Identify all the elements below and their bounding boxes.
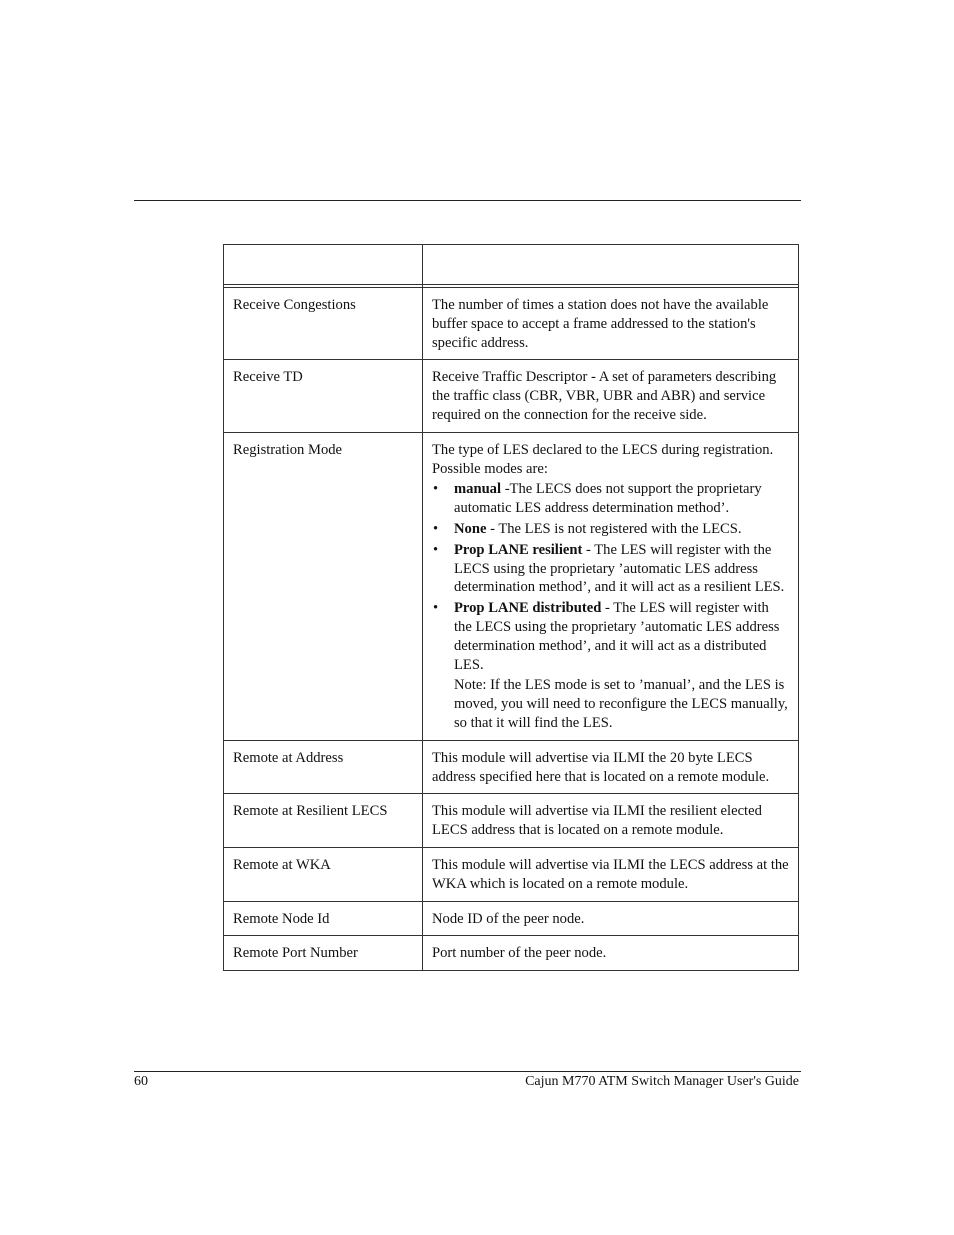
header-cell-description [423, 245, 799, 285]
list-item [432, 520, 790, 539]
mode-term: manual [454, 481, 502, 498]
description-cell: Port number of the peer node. [423, 936, 799, 971]
header-rule [134, 200, 801, 201]
mode-description: -The LECS does not support the proprietary automatic LES address determination method’. [454, 481, 762, 517]
mode-description: - The LES will register with the LECS using the proprietary ’automatic LES address determination method’, and it will act as a resilient LES. [454, 541, 785, 596]
registration-mode-note: Note: If the LES mode is set to ’manual’, and the LES is moved, you will need to reconfigure the LECS manually, so that it will find the LES. [454, 677, 788, 731]
description-cell: The number of times a station does not have the available buffer space to accept a frame addressed to the station's specific address. [423, 288, 799, 360]
table-row [224, 794, 799, 848]
term-cell: Remote Node Id [224, 901, 423, 936]
term-cell: Remote at WKA [224, 847, 423, 901]
mode-term: None [454, 520, 487, 537]
registration-mode-intro: The type of LES declared to the LECS during registration. Possible modes are: [432, 441, 774, 477]
header-cell-term [224, 245, 423, 285]
description-cell: Node ID of the peer node. [423, 901, 799, 936]
mode-list [432, 480, 790, 674]
term-cell: Registration Mode [224, 432, 423, 740]
mode-term: Prop LANE resilient [454, 541, 583, 558]
list-item [432, 541, 790, 597]
term-cell: Remote Port Number [224, 936, 423, 971]
bullet-icon: • [433, 541, 439, 558]
term-cell: Receive Congestions [224, 288, 423, 360]
bullet-icon: • [433, 481, 439, 498]
mode-term: Prop LANE distributed [454, 600, 602, 617]
term-cell: Receive TD [224, 360, 423, 432]
list-item [432, 599, 790, 674]
table-row [224, 288, 799, 360]
description-cell [423, 432, 799, 740]
term-cell: Remote at Resilient LECS [224, 794, 423, 848]
bullet-icon: • [433, 600, 439, 617]
table-row [224, 901, 799, 936]
glossary-table [223, 244, 799, 971]
mode-description: - The LES is not registered with the LECS. [486, 520, 742, 537]
description-cell: This module will advertise via ILMI the LECS address at the WKA which is located on a remote module. [423, 847, 799, 901]
term-cell: Remote at Address [224, 740, 423, 794]
table-row [224, 432, 799, 740]
table-row [224, 936, 799, 971]
mode-description: - The LES will register with the LECS using the proprietary ’automatic LES address determination method’, and it will act as a distributed LES. [454, 600, 780, 673]
list-item [432, 480, 790, 518]
page-number: 60 [134, 1074, 148, 1089]
table-row [224, 740, 799, 794]
table-row [224, 360, 799, 432]
bullet-icon: • [433, 520, 439, 537]
description-cell: Receive Traffic Descriptor - A set of parameters describing the traffic class (CBR, VBR, UBR and ABR) and service required on the connection for the receive side. [423, 360, 799, 432]
description-cell: This module will advertise via ILMI the resilient elected LECS address that is located on a remote module. [423, 794, 799, 848]
running-title: Cajun M770 ATM Switch Manager User's Guide [525, 1074, 799, 1089]
table-header-row [224, 245, 799, 285]
footer-rule [134, 1071, 801, 1072]
table-row [224, 847, 799, 901]
description-cell: This module will advertise via ILMI the 20 byte LECS address specified here that is located on a remote module. [423, 740, 799, 794]
